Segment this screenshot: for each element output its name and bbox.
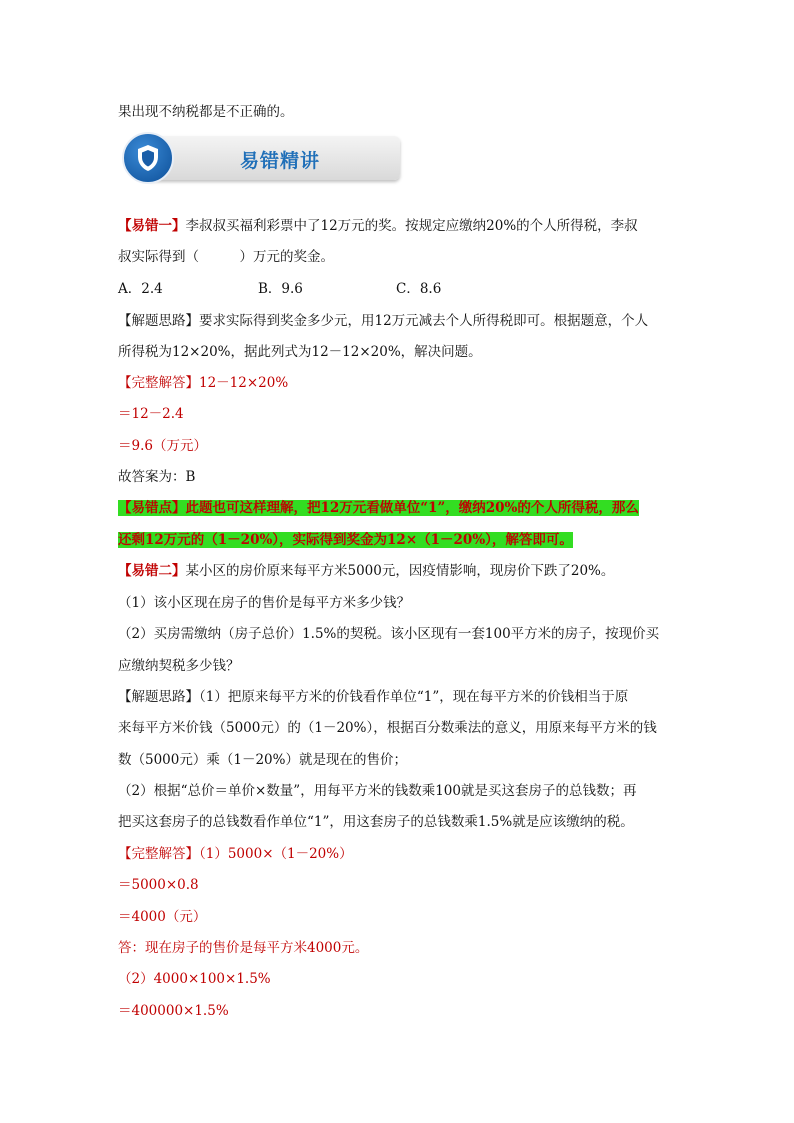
e2-question-line-1 [118, 561, 614, 581]
e1-question-line-2: 叔实际得到（ ）万元的奖金。 [118, 249, 334, 265]
e2-sub-question-2-line-1: （2）买房需缴纳（房子总价）1.5%的契税。该小区现有一套100平方米的房子，按现价买 [118, 626, 660, 642]
e2-think-line-1: 【解题思路】（1）把原来每平方米的价钱看作单位“1”，现在每平方米的价钱相当于原 [118, 689, 629, 705]
e1-question-line-1 [118, 216, 638, 236]
e1-point-text-2: 还剩12万元的（1－20%），实际得到奖金为12×（1－20%），解答即可。 [118, 532, 573, 548]
e1-answer-line-2: ＝12－2.4 [118, 406, 184, 422]
e2-tag: 【易错二】 [118, 563, 186, 579]
e1-answer-expr-1: 12－12×20% [199, 375, 289, 391]
e2-answer-tag: 【完整解答】 [118, 846, 199, 862]
e1-final-answer: 故答案为：B [118, 469, 196, 485]
option-a: A．2.4 [118, 281, 163, 297]
e1-options [118, 279, 441, 299]
e1-think-line-2: 所得税为12×20%，据此列式为12－12×20%，解决问题。 [118, 344, 482, 360]
e2-answer-line-3: ＝4000（元） [118, 909, 207, 925]
e2-answer-expr-1: （1）5000×（1－20%） [199, 846, 353, 862]
e2-think-line-5: 把买这套房子的总钱数看作单位“1”，用这套房子的总钱数乘1.5%就是应该缴纳的税。 [118, 814, 634, 830]
e1-answer-line-1 [118, 373, 288, 393]
e2-sub-question-2-line-2: 应缴纳契税多少钱？ [118, 658, 240, 674]
e1-tag: 【易错一】 [118, 218, 186, 234]
option-b: B．9.6 [258, 281, 303, 297]
e1-point-text-1: 【易错点】此题也可这样理解，把12万元看做单位“1”，缴纳20%的个人所得税，那么 [118, 500, 639, 516]
e2-answer-line-4: 答：现在房子的售价是每平方米4000元。 [118, 940, 369, 956]
e2-sub-question-1: （1）该小区现在房子的售价是每平方米多少钱？ [118, 595, 411, 611]
shield-icon [122, 132, 174, 184]
e2-answer-line-6: ＝400000×1.5% [118, 1003, 229, 1019]
e2-answer-line-1 [118, 844, 353, 864]
e2-think-line-2: 来每平方米价钱（5000元）的（1－20%），根据百分数乘法的意义，用原来每平方米的钱 [118, 720, 657, 736]
e2-question-text-1: 某小区的房价原来每平方米5000元，因疫情影响，现房价下跌了20%。 [185, 563, 615, 579]
e1-question-text-1: 李叔叔买福利彩票中了12万元的奖。按规定应缴纳20%的个人所得税，李叔 [185, 218, 638, 234]
e1-answer-line-3: ＝9.6（万元） [118, 438, 207, 454]
e2-answer-line-5: （2）4000×100×1.5% [118, 971, 271, 987]
e1-think-line-1: 【解题思路】要求实际得到奖金多少元，用12万元减去个人所得税即可。根据题意，个人 [118, 313, 649, 329]
option-c: C．8.6 [396, 281, 442, 297]
banner-title: 易错精讲 [240, 150, 321, 172]
e1-point-line-1 [118, 498, 639, 518]
e1-answer-tag: 【完整解答】 [118, 375, 199, 391]
e2-answer-line-2: ＝5000×0.8 [118, 877, 199, 893]
section-banner [122, 132, 400, 184]
e2-think-line-4: （2）根据“总价＝单价×数量”，用每平方米的钱数乘100就是买这套房子的总钱数；再 [118, 783, 637, 799]
intro-line: 果出现不纳税都是不正确的。 [118, 104, 294, 120]
e2-think-line-3: 数（5000元）乘（1－20%）就是现在的售价； [118, 752, 407, 768]
e1-point-line-2 [118, 530, 573, 550]
